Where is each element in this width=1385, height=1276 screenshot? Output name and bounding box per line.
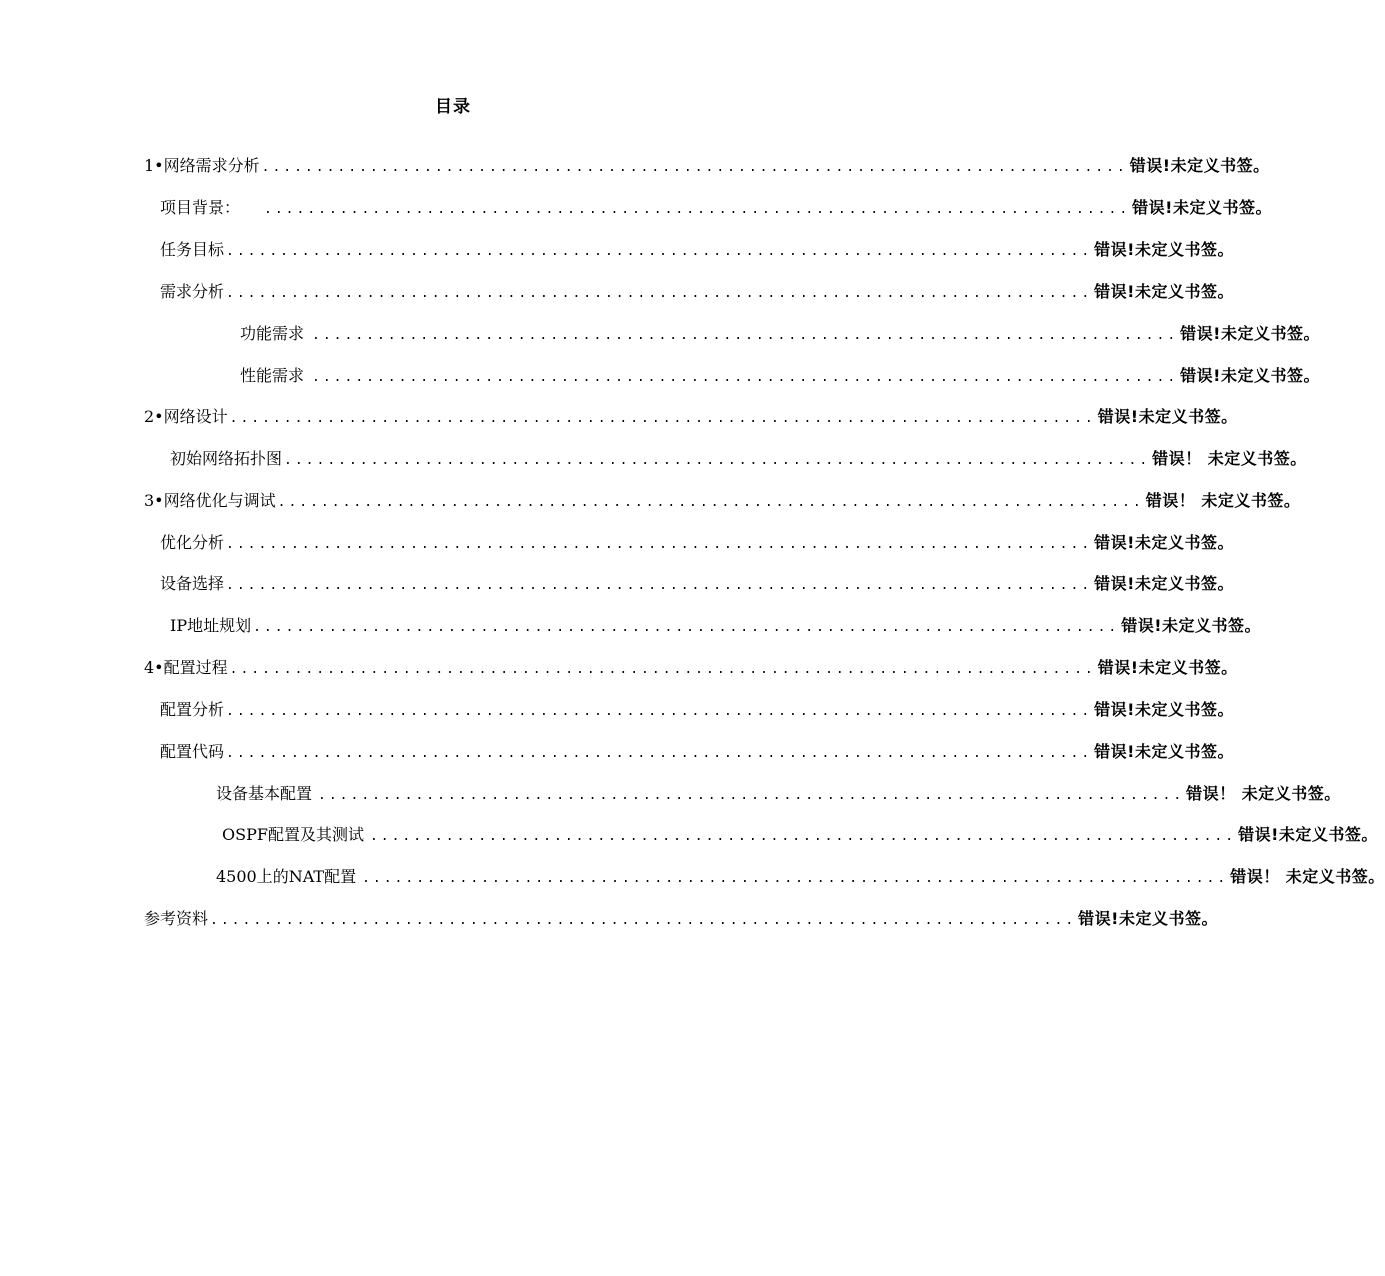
toc-entry-label: 优化分析	[160, 533, 225, 552]
toc-dot-leader: ................................................................................	[226, 578, 1093, 593]
toc-entry-page-ref: 错误!未定义书签。	[1094, 282, 1234, 301]
toc-dot-leader: ................................................................................	[226, 286, 1093, 301]
toc-entry-page-ref: 错误!未定义书签。	[1238, 825, 1378, 844]
toc-entry[interactable]	[170, 613, 1262, 635]
toc-entry-label: 1•网络需求分析	[144, 156, 260, 175]
toc-entry-page-ref: 错误！ 未定义书签。	[1152, 449, 1307, 468]
toc-entry-page-ref: 错误!未定义书签。	[1180, 366, 1320, 385]
toc-entry-page-ref: 错误!未定义书签。	[1132, 198, 1272, 217]
toc-dot-leader: ................................................................................	[312, 370, 1179, 385]
toc-entry[interactable]	[144, 404, 1238, 426]
toc-entry-page-ref: 错误！ 未定义书签。	[1186, 784, 1341, 803]
toc-entry-label: 配置代码	[160, 742, 225, 761]
toc-entry[interactable]	[160, 739, 1234, 761]
toc-entry-page-ref: 错误!未定义书签。	[1097, 658, 1238, 677]
toc-entry[interactable]	[160, 237, 1234, 259]
toc-entry-page-ref: 错误!未定义书签。	[1129, 156, 1270, 175]
toc-dot-leader: ................................................................................	[226, 704, 1093, 719]
toc-dot-leader: ................................................................................	[229, 662, 1096, 677]
toc-entry-label: 任务目标	[160, 240, 225, 259]
toc-entry-label: 3•网络优化与调试	[144, 491, 276, 510]
toc-entry-page-ref: 错误！ 未定义书签。	[1145, 491, 1301, 510]
toc-dot-leader: ................................................................................	[261, 160, 1128, 175]
toc-dot-leader: ................................................................................	[312, 328, 1179, 343]
toc-entry-page-ref: 错误!未定义书签。	[1094, 533, 1234, 552]
toc-entry-label: 4500上的NAT配置	[216, 867, 357, 886]
toc-entry[interactable]	[160, 571, 1234, 593]
toc-entry-label: 参考资料	[144, 909, 209, 928]
toc-entry-label: 2•网络设计	[144, 407, 228, 426]
toc-entry-label: 功能需求	[240, 324, 305, 343]
toc-entry-label: 项目背景：	[160, 198, 241, 217]
toc-entry-label: 设备基本配置	[216, 784, 313, 803]
toc-entry[interactable]	[170, 446, 1307, 468]
toc-entry-label: 设备选择	[160, 574, 225, 593]
toc-dot-leader: ................................................................................	[369, 829, 1237, 844]
toc-entry[interactable]	[222, 822, 1378, 844]
toc-title: 目录	[435, 97, 471, 117]
toc-entry-page-ref: 错误!未定义书签。	[1097, 407, 1238, 426]
toc-entry-page-ref: 错误!未定义书签。	[1180, 324, 1320, 343]
toc-entry-label: IP地址规划	[170, 616, 252, 635]
toc-entry[interactable]	[216, 781, 1341, 803]
toc-entry-page-ref: 错误!未定义书签。	[1094, 742, 1234, 761]
toc-entry[interactable]	[144, 655, 1238, 677]
toc-entry[interactable]	[144, 906, 1218, 928]
toc-entry[interactable]	[240, 363, 1320, 385]
toc-dot-leader: ................................................................................	[264, 202, 1131, 217]
toc-entry-page-ref: 错误!未定义书签。	[1121, 616, 1262, 635]
toc-dot-leader: ................................................................................	[226, 244, 1093, 259]
toc-entry[interactable]	[216, 864, 1385, 886]
toc-dot-leader: ................................................................................	[253, 620, 1120, 635]
toc-entry-label: 初始网络拓扑图	[170, 449, 283, 468]
toc-entry-page-ref: 错误!未定义书签。	[1094, 700, 1234, 719]
toc-dot-leader: ................................................................................	[284, 453, 1151, 468]
toc-entry[interactable]	[240, 321, 1320, 343]
toc-entry-label: 4•配置过程	[144, 658, 228, 677]
toc-entry-label: 需求分析	[160, 282, 225, 301]
toc-entry-label: 性能需求	[240, 366, 305, 385]
toc-entry-page-ref: 错误!未定义书签。	[1094, 574, 1234, 593]
toc-entry[interactable]	[160, 530, 1234, 552]
toc-entry[interactable]	[144, 153, 1270, 175]
toc-entry[interactable]	[160, 195, 1272, 217]
toc-entry-label: 配置分析	[160, 700, 225, 719]
toc-entry[interactable]	[160, 279, 1234, 301]
toc-entry-page-ref: 错误!未定义书签。	[1094, 240, 1234, 259]
toc-dot-leader: ................................................................................	[318, 788, 1185, 803]
toc-entry-label: OSPF配置及其测试	[222, 825, 364, 844]
toc-dot-leader: ................................................................................	[226, 537, 1093, 552]
toc-entry-page-ref: 错误!未定义书签。	[1078, 909, 1218, 928]
toc-entry-page-ref: 错误！ 未定义书签。	[1230, 867, 1385, 886]
toc-dot-leader: ................................................................................	[229, 411, 1096, 426]
toc-dot-leader: ................................................................................	[362, 871, 1229, 886]
toc-entry[interactable]	[160, 697, 1234, 719]
toc-dot-leader: ................................................................................	[210, 913, 1077, 928]
toc-dot-leader: ................................................................................	[226, 746, 1093, 761]
toc-dot-leader: ................................................................................	[277, 495, 1144, 510]
toc-entry[interactable]	[144, 488, 1301, 510]
